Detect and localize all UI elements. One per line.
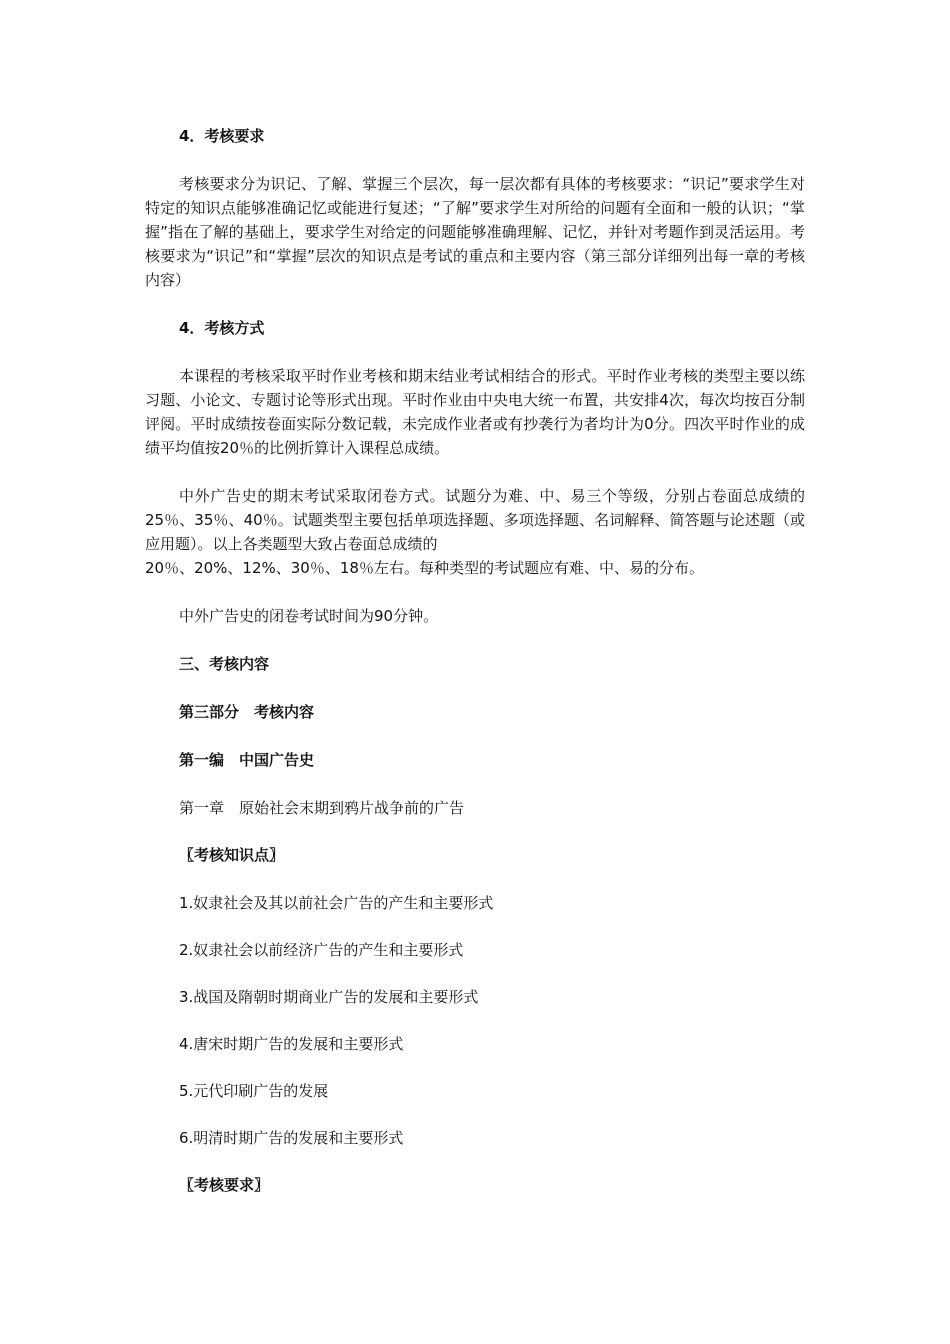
section-heading-exam-content: 三、考核内容 (179, 655, 270, 673)
list-item: 6.明清时期广告的发展和主要形式 (179, 1129, 404, 1147)
list-item: 3.战国及隋朝时期商业广告的发展和主要形式 (179, 988, 479, 1006)
knowledge-points-label: 〖考核知识点〗 (179, 846, 285, 864)
exam-requirements-paragraph: 考核要求分为识记、了解、掌握三个层次，每一层次都有具体的考核要求：“识记”要求学生对特定的知识点能够准确记忆或能进行复述；“了解”要求学生对所给的问题有全面和一般的认识；“掌握”指在了解的基础上，要求学生对给定的问题能够准确理解、记忆，并针对考题作到灵活运用。考核要求为“识记”和“掌握”层次的知识点是考试的重点和主要内容（第三部分详细列出每一章的考核内容） (145, 175, 805, 289)
final-exam-text: 中外广告史的期末考试采取闭卷方式。试题分为难、中、易三个等级，分别占卷面总成绩的25％、35％、40％。试题类型主要包括单项选择题、多项选择题、名词解释、简答题与论述题（或应用题）。以上各类题型大致占卷面总成绩的 (145, 487, 805, 553)
list-item: 2.奴隶社会以前经济广告的产生和主要形式 (179, 941, 464, 959)
part-heading: 第三部分 考核内容 (179, 703, 315, 721)
list-item: 4.唐宋时期广告的发展和主要形式 (179, 1035, 404, 1053)
exam-method-paragraph: 本课程的考核采取平时作业考核和期末结业考试相结合的形式。平时作业考核的类型主要以练习题、小论文、专题讨论等形式出现。平时作业由中央电大统一布置，共安排4次，每次均按百分制评阅。平时成绩按卷面实际分数记载，未完成作业者或有抄袭行为者均计为0分。四次平时作业的成绩平均值按20％的比例折算计入课程总成绩。 (145, 367, 805, 457)
section-heading-exam-requirements: 4．考核要求 (179, 127, 265, 145)
chapter-heading: 第一章 原始社会末期到鸦片战争前的广告 (179, 799, 465, 817)
requirements-label: 〖考核要求〗 (179, 1176, 270, 1194)
document-page (145, 124, 805, 1221)
exam-duration-paragraph: 中外广告史的闭卷考试时间为90分钟。 (179, 607, 439, 625)
volume-heading: 第一编 中国广告史 (179, 751, 315, 769)
final-exam-paragraph (145, 484, 805, 580)
final-exam-text-continued: 20％、20%、12%、30％、18％左右。每种类型的考试题应有难、中、易的分布。 (145, 559, 704, 577)
list-item: 1.奴隶社会及其以前社会广告的产生和主要形式 (179, 894, 494, 912)
list-item: 5.元代印刷广告的发展 (179, 1082, 329, 1100)
section-heading-exam-method: 4．考核方式 (179, 319, 265, 337)
